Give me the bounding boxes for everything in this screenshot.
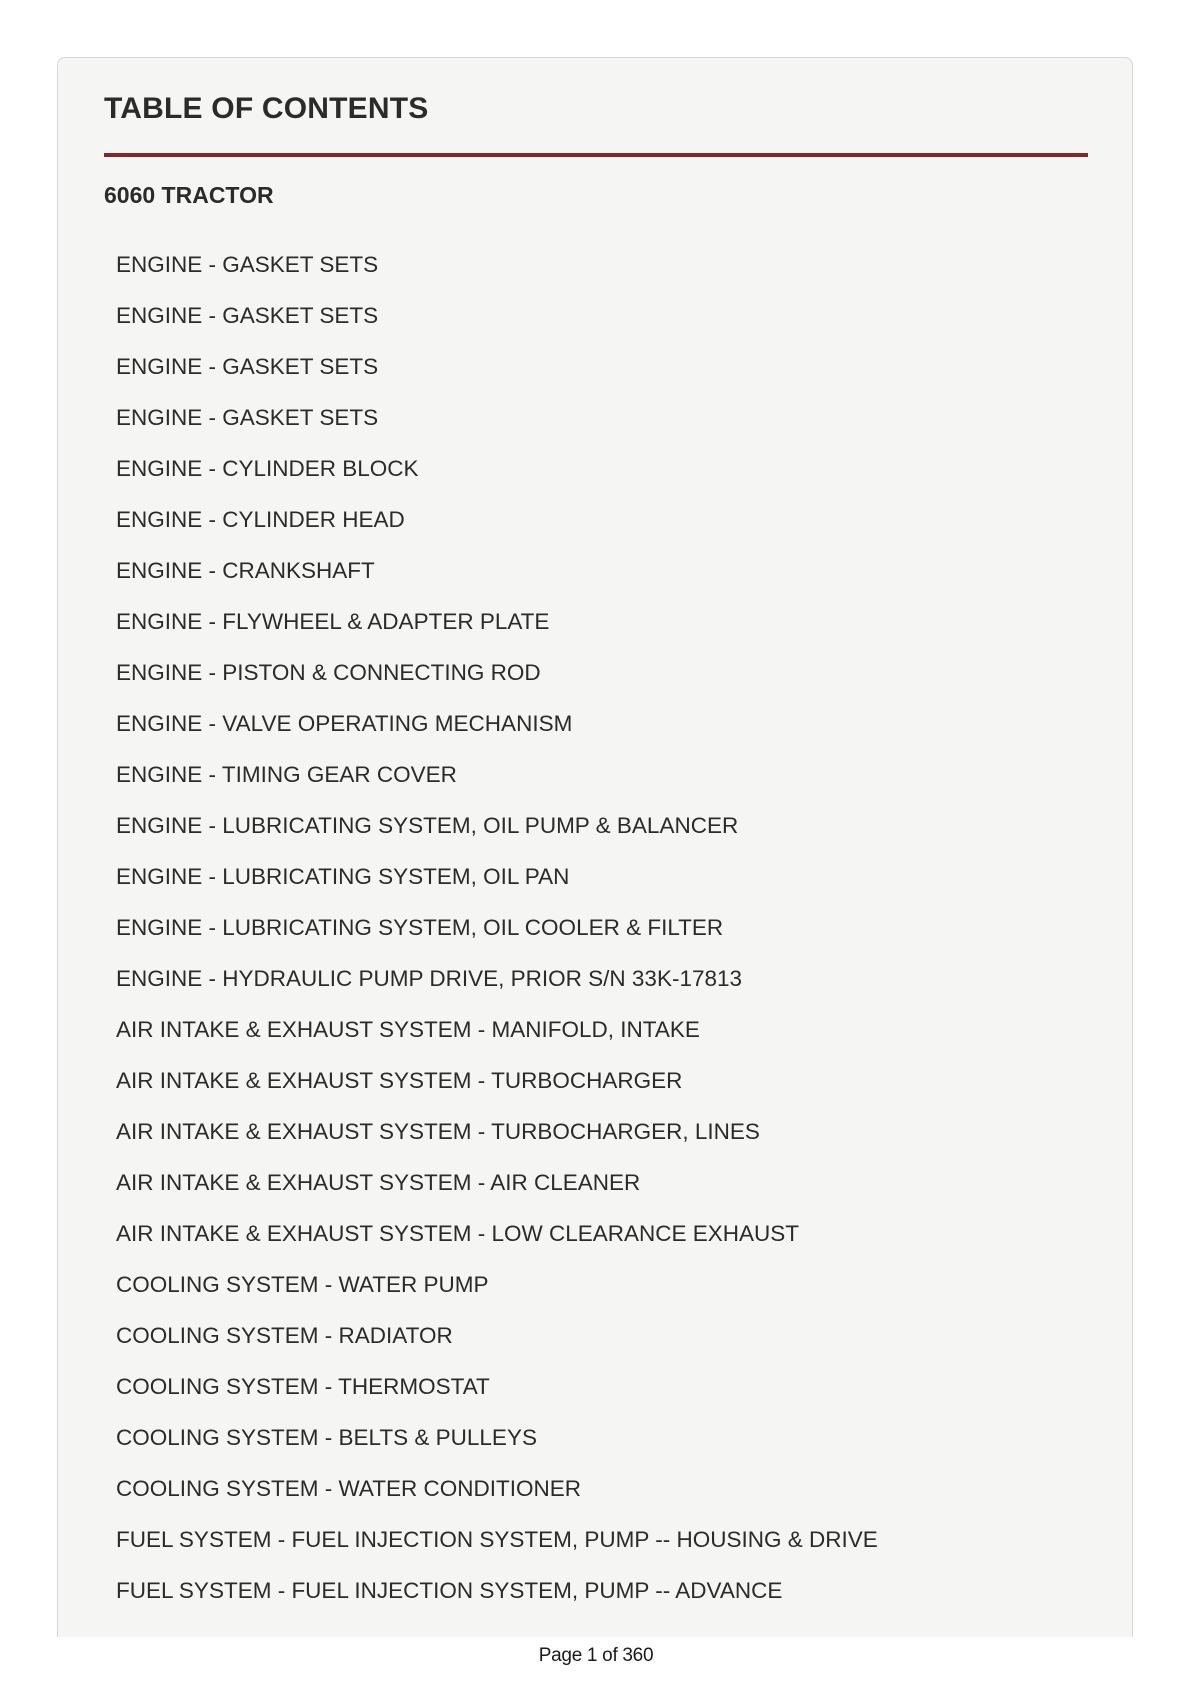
toc-entry[interactable]: AIR INTAKE & EXHAUST SYSTEM - TURBOCHARGER, LINES: [116, 1119, 760, 1144]
title-divider: [104, 153, 1088, 157]
toc-entry[interactable]: ENGINE - LUBRICATING SYSTEM, OIL COOLER & FILTER: [116, 915, 724, 940]
toc-entry[interactable]: COOLING SYSTEM - WATER PUMP: [116, 1272, 489, 1297]
toc-entry[interactable]: ENGINE - GASKET SETS: [116, 354, 379, 379]
toc-entry[interactable]: AIR INTAKE & EXHAUST SYSTEM - MANIFOLD, INTAKE: [116, 1017, 700, 1042]
toc-entry[interactable]: ENGINE - HYDRAULIC PUMP DRIVE, PRIOR S/N 33K-17813: [116, 966, 743, 991]
toc-entry[interactable]: AIR INTAKE & EXHAUST SYSTEM - AIR CLEANER: [116, 1170, 641, 1195]
toc-entry[interactable]: FUEL SYSTEM - FUEL INJECTION SYSTEM, PUMP -- HOUSING & DRIVE: [116, 1527, 878, 1552]
toc-entry[interactable]: ENGINE - GASKET SETS: [116, 252, 379, 277]
toc-card: [57, 57, 1133, 1637]
toc-entry[interactable]: ENGINE - CYLINDER BLOCK: [116, 456, 419, 481]
toc-entry[interactable]: COOLING SYSTEM - WATER CONDITIONER: [116, 1476, 582, 1501]
toc-entry[interactable]: ENGINE - GASKET SETS: [116, 303, 379, 328]
toc-entry[interactable]: COOLING SYSTEM - THERMOSTAT: [116, 1374, 490, 1399]
toc-title: TABLE OF CONTENTS: [104, 92, 429, 125]
toc-entry[interactable]: COOLING SYSTEM - RADIATOR: [116, 1323, 453, 1348]
toc-entry[interactable]: ENGINE - PISTON & CONNECTING ROD: [116, 660, 541, 685]
toc-entry[interactable]: ENGINE - VALVE OPERATING MECHANISM: [116, 711, 573, 736]
toc-entry[interactable]: COOLING SYSTEM - BELTS & PULLEYS: [116, 1425, 537, 1450]
toc-entry[interactable]: ENGINE - FLYWHEEL & ADAPTER PLATE: [116, 609, 550, 634]
toc-entry[interactable]: ENGINE - LUBRICATING SYSTEM, OIL PAN: [116, 864, 570, 889]
toc-entry[interactable]: ENGINE - GASKET SETS: [116, 405, 379, 430]
toc-entry[interactable]: ENGINE - TIMING GEAR COVER: [116, 762, 457, 787]
toc-entry[interactable]: AIR INTAKE & EXHAUST SYSTEM - LOW CLEARANCE EXHAUST: [116, 1221, 800, 1246]
page-number-footer: Page 1 of 360: [538, 1645, 654, 1666]
toc-entry[interactable]: ENGINE - LUBRICATING SYSTEM, OIL PUMP & BALANCER: [116, 813, 739, 838]
toc-entry[interactable]: AIR INTAKE & EXHAUST SYSTEM - TURBOCHARGER: [116, 1068, 683, 1093]
toc-entry[interactable]: ENGINE - CRANKSHAFT: [116, 558, 375, 583]
toc-entry[interactable]: ENGINE - CYLINDER HEAD: [116, 507, 405, 532]
toc-entry[interactable]: FUEL SYSTEM - FUEL INJECTION SYSTEM, PUMP -- ADVANCE: [116, 1578, 783, 1603]
toc-entry-list: [116, 250, 878, 1627]
section-heading: 6060 TRACTOR: [104, 182, 274, 208]
